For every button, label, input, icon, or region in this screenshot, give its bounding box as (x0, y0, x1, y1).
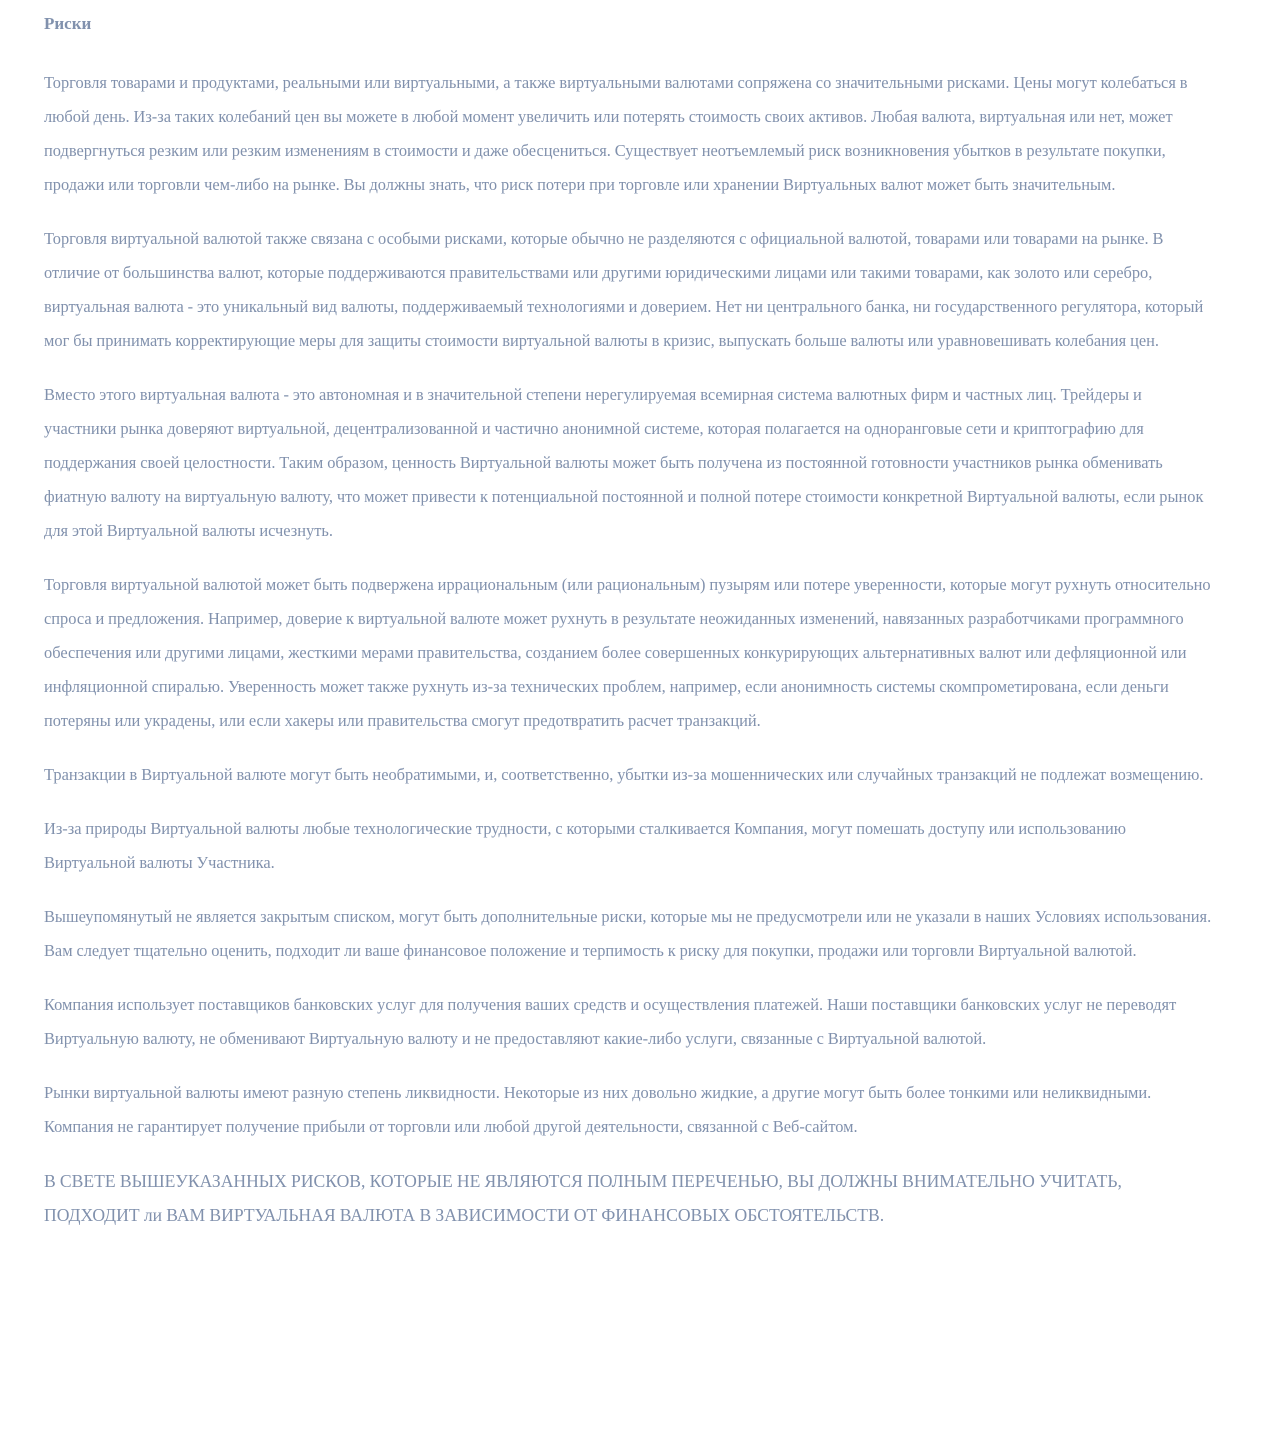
risk-paragraph-3: Вместо этого виртуальная валюта - это автономная и в значительной степени нерегулируемая всемирная система валютных фирм и частных лиц. Трейдеры и участники рынка доверяют виртуальной, децентрализованной и частично анонимной системе, которая полагается на одноранговые сети и криптографию для поддержания своей целостности. Таким образом, ценность Виртуальной валюты может быть получена из постоянной готовности участников рынка обменивать фиатную валюту на виртуальную валюту, что может привести к потенциальной постоянной и полной потере стоимости конкретной Виртуальной валюты, если рынок для этой Виртуальной валюты исчезнуть. (44, 385, 1204, 540)
risk-paragraph-8: Компания использует поставщиков банковских услуг для получения ваших средств и осуществления платежей. Наши поставщики банковских услуг не переводят Виртуальную валюту, не обменивают Виртуальную валюту и не предоставляют какие-либо услуги, связанные с Виртуальной валютой. (44, 995, 1177, 1048)
risk-paragraph-9: Рынки виртуальной валюты имеют разную степень ликвидности. Некоторые из них довольно жидкие, а другие могут быть более тонкими или неликвидными. Компания не гарантирует получение прибыли от торговли или любой другой деятельности, связанной с Веб-сайтом. (44, 1083, 1152, 1136)
risk-paragraph-5: Транзакции в Виртуальной валюте могут быть необратимыми, и, соответственно, убытки из-за мошеннических или случайных транзакций не подлежат возмещению. (44, 765, 1204, 784)
risk-paragraph-7: Вышеупомянутый не является закрытым списком, могут быть дополнительные риски, которые мы не предусмотрели или не указали в наших Условиях использования. Вам следует тщательно оценить, подходит ли ваше финансовое положение и терпимость к риску для покупки, продажи или торговли Виртуальной валютой. (44, 907, 1212, 960)
final-risk-notice: В СВЕТЕ ВЫШЕУКАЗАННЫХ РИСКОВ, КОТОРЫЕ НЕ ЯВЛЯЮТСЯ ПОЛНЫМ ПЕРЕЧЕНЬЮ, ВЫ ДОЛЖНЫ ВНИМАТЕЛЬНО УЧИТАТЬ, ПОДХОДИТ ли ВАМ ВИРТУАЛЬНАЯ ВАЛЮТА В ЗАВИСИМОСТИ ОТ ФИНАНСОВЫХ ОБСТОЯТЕЛЬСТВ. (44, 1171, 1122, 1225)
page-title: Риски (44, 14, 92, 33)
risk-paragraph-6: Из-за природы Виртуальной валюты любые технологические трудности, с которыми сталкивается Компания, могут помешать доступу или использованию Виртуальной валюты Участника. (44, 819, 1126, 872)
risk-paragraph-1: Торговля товарами и продуктами, реальными или виртуальными, а также виртуальными валютами сопряжена со значительными рисками. Цены могут колебаться в любой день. Из-за таких колебаний цен вы можете в любой момент увеличить или потерять стоимость своих активов. Любая валюта, виртуальная или нет, может подвергнуться резким или резким изменениям в стоимости и даже обесцениться. Существует неотъемлемый риск возникновения убытков в результате покупки, продажи или торговли чем-либо на рынке. Вы должны знать, что риск потери при торговле или хранении Виртуальных валют может быть значительным. (44, 73, 1188, 194)
risk-paragraph-2: Торговля виртуальной валютой также связана с особыми рисками, которые обычно не разделяются с официальной валютой, товарами или товарами на рынке. В отличие от большинства валют, которые поддерживаются правительствами или другими юридическими лицами или такими товарами, как золото или серебро, виртуальная валюта - это уникальный вид валюты, поддерживаемый технологиями и доверием. Нет ни центрального банка, ни государственного регулятора, который мог бы принимать корректирующие меры для защиты стоимости виртуальной валюты в кризис, выпускать больше валюты или уравновешивать колебания цен. (44, 229, 1204, 350)
risk-paragraph-4: Торговля виртуальной валютой может быть подвержена иррациональным (или рациональным) пузырям или потере уверенности, которые могут рухнуть относительно спроса и предложения. Например, доверие к виртуальной валюте может рухнуть в результате неожиданных изменений, навязанных разработчиками программного обеспечения или другими лицами, жесткими мерами правительства, созданием более совершенных конкурирующих альтернативных валют или дефляционной или инфляционной спиралью. Уверенность может также рухнуть из-за технических проблем, например, если анонимность системы скомпрометирована, если деньги потеряны или украдены, или если хакеры или правительства смогут предотвратить расчет транзакций. (44, 575, 1211, 730)
